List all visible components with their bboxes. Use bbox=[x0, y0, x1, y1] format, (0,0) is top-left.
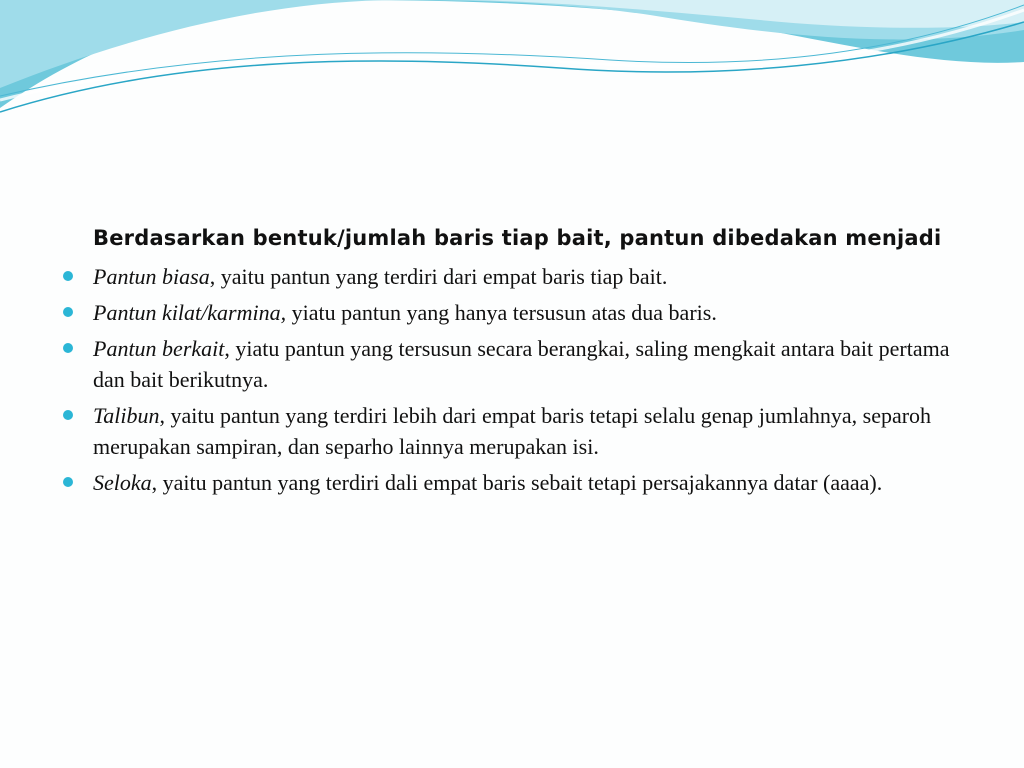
bullet-item bbox=[60, 467, 970, 498]
bullet-item bbox=[60, 261, 970, 292]
bullet-list bbox=[60, 261, 970, 498]
bullet-text: yiatu pantun yang hanya tersusun atas dua baris. bbox=[286, 300, 717, 325]
bullet-term: Pantun biasa bbox=[93, 264, 210, 289]
bullet-term: Pantun kilat/karmina, bbox=[93, 300, 287, 325]
bullet-text: , yaitu pantun yang terdiri lebih dari empat baris tetapi selalu genap jumlahnya, separoh merupakan sampiran, dan separho lainnya merupakan isi. bbox=[93, 403, 932, 459]
bullet-term: Talibun bbox=[93, 403, 160, 428]
bullet-dot-icon bbox=[63, 307, 73, 317]
bullet-dot-icon bbox=[63, 271, 73, 281]
slide-heading: Berdasarkan bentuk/jumlah baris tiap bait, pantun dibedakan menjadi bbox=[93, 226, 942, 250]
text-content bbox=[60, 222, 970, 503]
bullet-item bbox=[60, 333, 970, 395]
wave-header-decoration bbox=[0, 0, 1024, 130]
bullet-text: , yaitu pantun yang terdiri dali empat baris sebait tetapi persajakannya datar (aaaa). bbox=[151, 470, 883, 495]
bullet-term: Pantun berkait bbox=[93, 336, 225, 361]
bullet-item bbox=[60, 400, 970, 462]
bullet-dot-icon bbox=[63, 410, 73, 420]
bullet-dot-icon bbox=[63, 343, 73, 353]
bullet-text: , yiatu pantun yang tersusun secara berangkai, saling mengkait antara bait pertama dan bait berikutnya. bbox=[93, 336, 950, 392]
bullet-text: , yaitu pantun yang terdiri dari empat baris tiap bait. bbox=[209, 264, 668, 289]
bullet-term: Seloka bbox=[93, 470, 152, 495]
bullet-dot-icon bbox=[63, 477, 73, 487]
bullet-item bbox=[60, 297, 970, 328]
